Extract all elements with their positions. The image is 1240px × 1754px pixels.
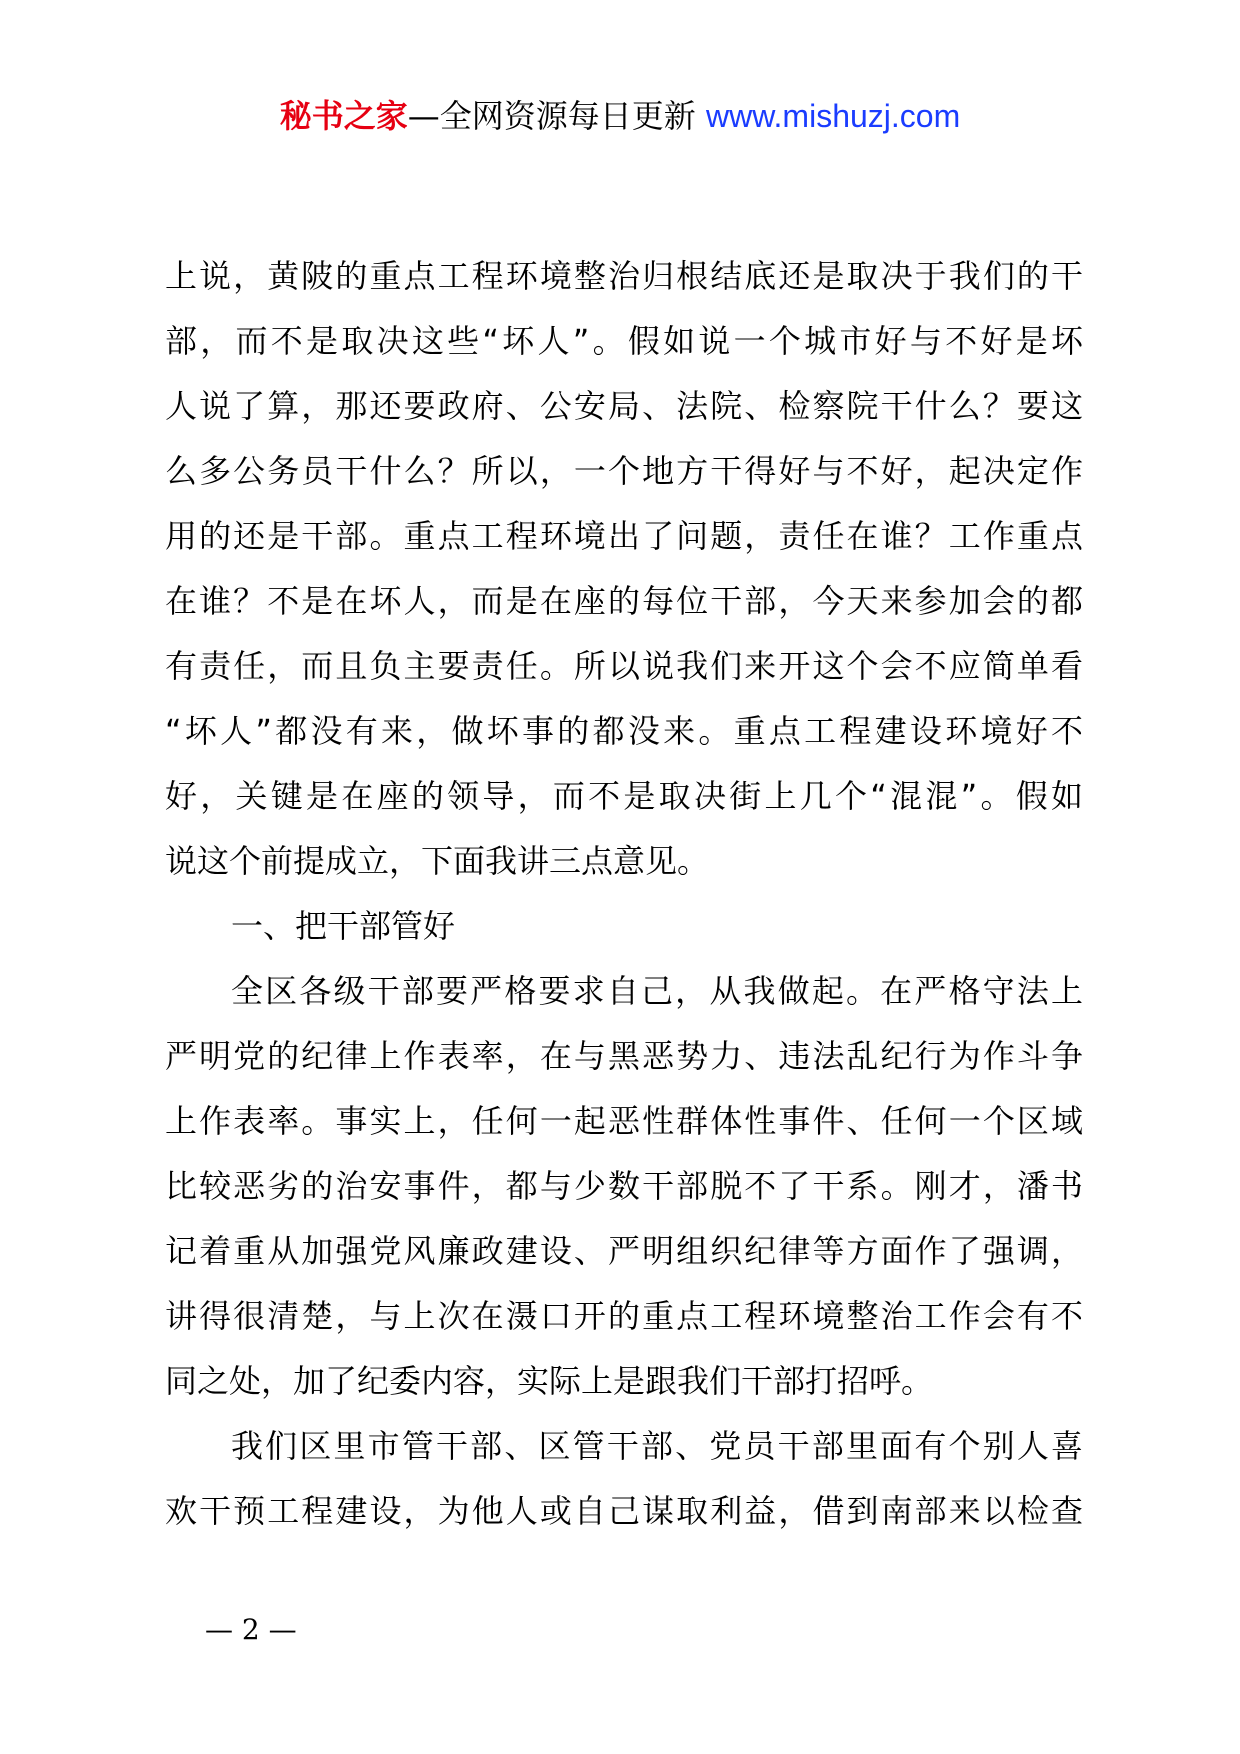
text-line: 比较恶劣的治安事件，都与少数干部脱不了干系。刚才，潘书 <box>165 1167 1083 1205</box>
text-line: 说这个前提成立，下面我讲三点意见。 <box>165 842 710 880</box>
text-line: 好，关键是在座的领导，而不是取决街上几个“混混”。假如 <box>165 777 1083 815</box>
text-line: 上说，黄陂的重点工程环境整治归根结底还是取决于我们的干 <box>165 257 1083 295</box>
document-body <box>165 244 1083 1544</box>
text-line: 同之处，加了纪委内容，实际上是跟我们干部打招呼。 <box>165 1362 934 1400</box>
text-line: 讲得很清楚，与上次在滠口开的重点工程环境整治工作会有不 <box>165 1297 1083 1335</box>
text-line: 上作表率。事实上，任何一起恶性群体性事件、任何一个区域 <box>165 1102 1083 1140</box>
text-line: 在谁？不是在坏人，而是在座的每位干部，今天来参加会的都 <box>165 582 1083 620</box>
text-line: 用的还是干部。重点工程环境出了问题，责任在谁？工作重点 <box>165 517 1083 555</box>
text-line: 严明党的纪律上作表率，在与黑恶势力、违法乱纪行为作斗争 <box>165 1037 1083 1075</box>
text-line: 欢干预工程建设，为他人或自己谋取利益，借到南部来以检查 <box>165 1492 1083 1530</box>
text-line: “坏人”都没有来，做坏事的都没来。重点工程建设环境好不 <box>165 712 1083 750</box>
text-line: 一、把干部管好 <box>231 907 456 945</box>
text-line: 记着重从加强党风廉政建设、严明组织纪律等方面作了强调， <box>165 1232 1083 1270</box>
text-line: 我们区里市管干部、区管干部、党员干部里面有个别人喜 <box>231 1427 1083 1465</box>
text-line: 人说了算，那还要政府、公安局、法院、检察院干什么？要这 <box>165 387 1083 425</box>
header-brand: 秘书之家 <box>279 97 408 135</box>
text-line: 部，而不是取决这些“坏人”。假如说一个城市好与不好是坏 <box>165 322 1083 360</box>
header-tagline: —全网资源每日更新 <box>407 97 706 135</box>
text-line: 么多公务员干什么？所以，一个地方干得好与不好，起决定作 <box>165 452 1083 490</box>
header-url-link[interactable]: www.mishuzj.com <box>705 98 961 134</box>
text-line: 有责任，而且负主要责任。所以说我们来开这个会不应简单看 <box>165 647 1083 685</box>
text-line: 全区各级干部要严格要求自己，从我做起。在严格守法上 <box>231 972 1083 1010</box>
page-number: — 2 — <box>205 1613 297 1646</box>
document-header <box>0 96 1240 136</box>
